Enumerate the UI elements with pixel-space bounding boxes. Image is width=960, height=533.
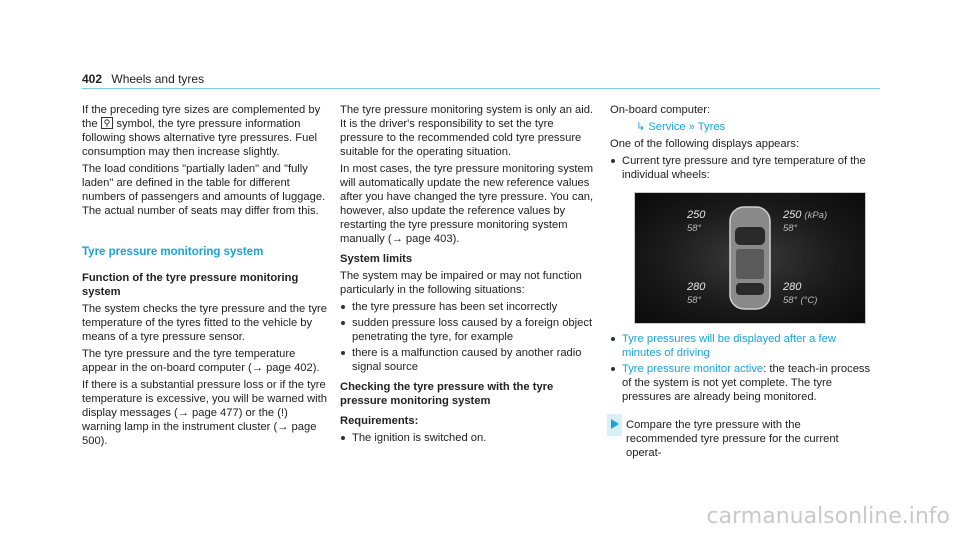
column-2 (340, 103, 598, 448)
list-item: sudden pressure loss caused by a foreign object penetrating the tyre, for example (340, 316, 598, 344)
column-3 (610, 103, 872, 463)
page-title: Wheels and tyres (111, 72, 205, 86)
instruction-step: Compare the tyre pressure with the recommended tyre pressure for the current operat- (610, 418, 872, 460)
tyre-info-symbol-icon: ⚲ (101, 117, 114, 129)
list-item: The ignition is switched on. (340, 431, 598, 445)
step-arrow-icon (611, 419, 619, 429)
list-item: Current tyre pressure and tyre temperature of the individual wheels: (610, 154, 872, 182)
paragraph: On-board computer: (610, 104, 711, 116)
page-number: 402 (82, 72, 103, 86)
double-chevron-icon: » (688, 121, 695, 133)
displays-list (610, 154, 872, 182)
list-item: there is a malfunction caused by another radio signal source (340, 346, 598, 374)
menu-path (610, 120, 872, 134)
tyre-front-right: 250 (kPa) 58° (783, 209, 828, 234)
subsection-title: Function of the tyre pressure monitoring system (82, 272, 299, 298)
section-title: Tyre pressure monitoring system (82, 246, 264, 258)
paragraph: The system may be impaired or may not function particularly in the following situations: (340, 270, 582, 296)
checking-title: Checking the tyre pressure with the tyre pressure monitoring system (340, 381, 554, 407)
requirements-list (340, 431, 598, 445)
list-item: Tyre pressure monitor active: the teach-in process of the system is not yet complete. The tyre pressures are already being monitored. (610, 362, 872, 404)
paragraph: If the preceding tyre sizes are complemented by the ⚲ symbol, the tyre pressure information following shows alternative tyre pressures. Fuel consumption may then increase slightly. (82, 104, 321, 158)
menu-path-tyres: Tyres (697, 121, 726, 133)
paragraph: If there is a substantial pressure loss or if the tyre temperature is excessive, you will be warned with display messages (→ page 477) or the (!) warning lamp in the instrument cluster (→ page 500). (82, 379, 327, 447)
watermark: carmanualsonline.info (706, 504, 950, 529)
tyre-front-left: 250 58° (687, 209, 706, 234)
menu-path-service: Service (648, 121, 686, 133)
menu-arrow-icon: ↳ (636, 121, 646, 133)
tyre-pressure-display (634, 192, 866, 324)
page-header (82, 72, 204, 86)
paragraph: The system checks the tyre pressure and the tyre temperature of the tyres fitted to the vehicle by means of a tyre pressure sensor. (82, 303, 327, 343)
paragraph: The tyre pressure monitoring system is only an aid. It is the driver's responsibility to set the tyre pressure to the recommended cold tyre pressure suitable for the operating situation. (340, 104, 594, 158)
requirements-title: Requirements: (340, 415, 419, 427)
paragraph: One of the following displays appears: (610, 138, 800, 150)
list-item: Tyre pressures will be displayed after a few minutes of driving (610, 332, 872, 360)
list-item: the tyre pressure has been set incorrectly (340, 300, 598, 314)
system-limits-title: System limits (340, 253, 413, 265)
messages-list (610, 332, 872, 404)
header-rule (82, 88, 880, 89)
tyre-warning-icon: (!) (277, 407, 288, 419)
tyre-rear-right: 280 58° (°C) (783, 281, 818, 306)
column-1 (82, 103, 327, 451)
limits-list (340, 300, 598, 374)
paragraph: The tyre pressure and the tyre temperature appear in the on-board computer (→ page 402). (82, 348, 320, 374)
paragraph: In most cases, the tyre pressure monitoring system will automatically update the new reference values after you have changed the tyre pressure. You can, however, also update the reference values by restarting the tyre pressure monitoring system manually (→ page 403). (340, 163, 594, 245)
car-top-view-icon (728, 205, 772, 311)
paragraph: The load conditions "partially laden" and "fully laden" are defined in the table for different numbers of passengers and amounts of luggage. The actual number of seats may differ from this. (82, 163, 326, 217)
tyre-rear-left: 280 58° (687, 281, 706, 306)
